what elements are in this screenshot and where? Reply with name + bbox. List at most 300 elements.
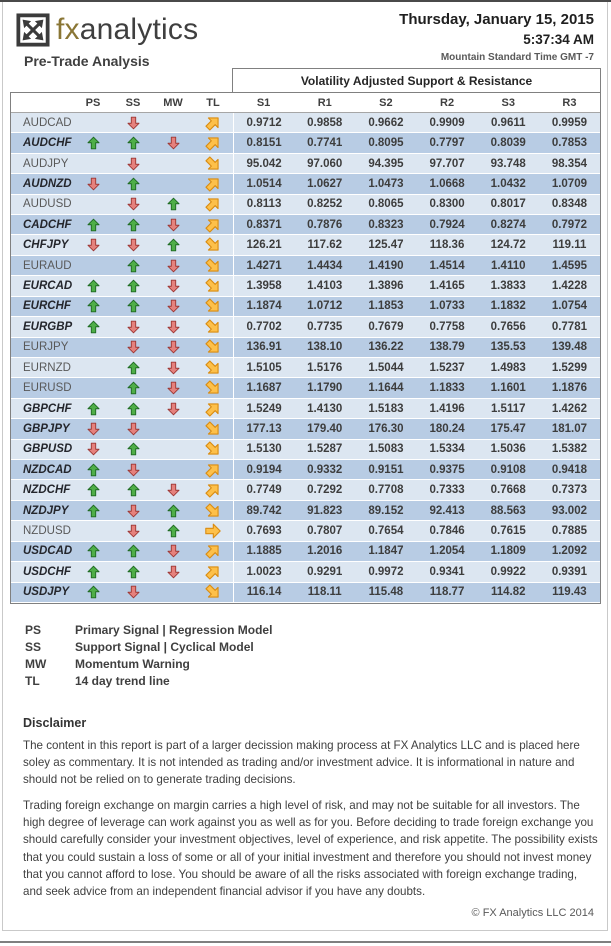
pair-row-NZDCAD	[11, 460, 600, 480]
r3-value: 1.2092	[551, 545, 587, 558]
ps-signal-cell	[73, 480, 113, 499]
pair-name: EURJPY	[23, 341, 69, 354]
pair-row-NZDUSD	[11, 521, 600, 541]
pair-row-EURAUD	[11, 256, 600, 276]
s3-value: 1.3833	[490, 280, 526, 293]
ss-signal-cell	[113, 440, 153, 459]
r1-value: 0.9858	[307, 116, 343, 129]
down-arrow-icon	[127, 115, 140, 131]
mw-signal-cell	[153, 542, 193, 561]
mw-signal-cell	[153, 440, 193, 459]
s1-value: 136.91	[233, 338, 294, 357]
r2-value: 0.7758	[429, 320, 465, 333]
ss-signal-cell	[113, 133, 153, 152]
r3-value: 0.7781	[551, 320, 587, 333]
down-arrow-icon	[127, 584, 140, 600]
col-header-r2: R2	[440, 96, 455, 109]
down-arrow-icon	[127, 462, 140, 478]
brand-logo	[16, 13, 198, 47]
r3-value: 1.0709	[551, 177, 587, 190]
trend-up-icon	[205, 196, 221, 212]
pair-name: GBPJPY	[23, 422, 70, 435]
ss-signal-cell	[113, 501, 153, 520]
pair-row-GBPCHF	[11, 399, 600, 419]
up-arrow-icon	[127, 401, 140, 417]
trend-up-icon	[205, 217, 221, 233]
r2-value: 0.8300	[429, 198, 465, 211]
s3-value: 0.9611	[490, 116, 526, 129]
ss-signal-cell	[113, 256, 153, 275]
r3-value: 0.9418	[551, 463, 587, 476]
s2-value: 0.9151	[368, 463, 404, 476]
r1-value: 0.7292	[307, 484, 343, 497]
tl-signal-cell	[193, 174, 233, 193]
ps-signal-cell	[73, 195, 113, 214]
legend-label: 14 day trend line	[75, 674, 170, 688]
pair-row-AUDJPY	[11, 154, 600, 174]
pair-name: AUDJPY	[23, 157, 69, 170]
tl-signal-cell	[193, 542, 233, 561]
r3-value: 119.11	[552, 239, 587, 252]
r2-value: 0.9909	[429, 116, 465, 129]
s2-value: 125.47	[368, 239, 404, 252]
s2-value: 115.48	[368, 586, 404, 599]
r3-value: 98.354	[551, 157, 587, 170]
down-arrow-icon	[87, 421, 100, 437]
trend-down-icon	[205, 421, 221, 437]
trend-down-icon	[205, 584, 221, 600]
pair-name: EURNZD	[23, 361, 71, 374]
s3-value: 88.563	[490, 504, 526, 517]
legend-key: TL	[25, 674, 40, 688]
ss-signal-cell	[113, 399, 153, 418]
up-arrow-icon	[87, 298, 100, 314]
col-header-ss: SS	[125, 96, 141, 109]
up-arrow-icon	[87, 135, 100, 151]
up-arrow-icon	[87, 584, 100, 600]
up-arrow-icon	[87, 482, 100, 498]
mw-signal-cell	[153, 154, 193, 173]
mw-signal-cell	[153, 521, 193, 540]
ps-signal-cell	[73, 235, 113, 254]
report-date: Thursday, January 15, 2015	[399, 11, 594, 28]
pair-row-EURGBP	[11, 317, 600, 337]
r1-value: 0.9291	[307, 565, 343, 578]
pair-row-NZDJPY	[11, 501, 600, 521]
disclaimer-paragraph: The content in this report is part of a larger decission making process at FX Analytics LLC and is placed here soley as commentary. It is not intended as trading and/or investment advice. It is informational in nature and should not be relied on to generate trading decisions.	[23, 739, 580, 787]
report-timezone: Mountain Standard Time GMT -7	[440, 52, 594, 63]
s2-value: 1.1644	[368, 382, 404, 395]
s1-value: 95.042	[233, 154, 294, 173]
r3-value: 181.07	[551, 422, 587, 435]
pair-row-EURUSD	[11, 378, 600, 398]
mw-signal-cell	[153, 174, 193, 193]
pair-row-AUDNZD	[11, 174, 600, 194]
trend-down-icon	[205, 237, 221, 253]
s1-value: 1.5130	[233, 440, 294, 459]
trend-down-icon	[205, 298, 221, 314]
ss-signal-cell	[113, 562, 153, 581]
r1-value: 0.7807	[307, 525, 343, 538]
s3-value: 0.7668	[490, 484, 526, 497]
ss-signal-cell	[113, 154, 153, 173]
tl-signal-cell	[193, 215, 233, 234]
down-arrow-icon	[167, 278, 180, 294]
up-arrow-icon	[87, 217, 100, 233]
report-subtitle: Pre-Trade Analysis	[24, 53, 150, 69]
trend-down-icon	[205, 360, 221, 376]
ps-signal-cell	[73, 297, 113, 316]
tl-signal-cell	[193, 399, 233, 418]
r2-value: 118.77	[429, 586, 465, 599]
trend-up-icon	[205, 564, 221, 580]
legend-key: PS	[25, 623, 42, 637]
r1-value: 138.10	[307, 341, 343, 354]
r3-value: 1.4595	[551, 259, 587, 272]
tl-signal-cell	[193, 583, 233, 602]
s2-value: 1.1847	[368, 545, 404, 558]
up-arrow-icon	[87, 543, 100, 559]
s2-value: 1.0473	[368, 177, 404, 190]
down-arrow-icon	[127, 196, 140, 212]
up-arrow-icon	[127, 217, 140, 233]
r2-value: 1.1833	[429, 382, 465, 395]
r1-value: 97.060	[307, 157, 343, 170]
r3-value: 1.1876	[551, 382, 587, 395]
r2-value: 180.24	[429, 422, 465, 435]
s1-value: 126.21	[233, 235, 294, 254]
up-arrow-icon	[127, 258, 140, 274]
up-arrow-icon	[87, 319, 100, 335]
r2-value: 0.9341	[429, 565, 465, 578]
pair-row-GBPJPY	[11, 419, 600, 439]
col-header-s3: S3	[501, 96, 515, 109]
tl-signal-cell	[193, 256, 233, 275]
brand-analytics: analytics	[79, 13, 199, 46]
trend-down-icon	[205, 156, 221, 172]
s3-value: 0.7656	[490, 320, 526, 333]
col-header-r1: R1	[317, 96, 332, 109]
tl-signal-cell	[193, 440, 233, 459]
down-arrow-icon	[167, 339, 180, 355]
up-arrow-icon	[167, 523, 180, 539]
ss-signal-cell	[113, 174, 153, 193]
legend-label: Primary Signal | Regression Model	[75, 623, 273, 637]
pair-row-EURCAD	[11, 276, 600, 296]
pair-name: AUDNZD	[23, 177, 72, 190]
s3-value: 0.8017	[490, 198, 526, 211]
r3-value: 0.7885	[551, 525, 587, 538]
ss-signal-cell	[113, 480, 153, 499]
up-arrow-icon	[127, 543, 140, 559]
s3-value: 1.0432	[490, 177, 526, 190]
s1-value: 1.1874	[233, 297, 294, 316]
trend-down-icon	[205, 319, 221, 335]
s1-value: 1.5249	[233, 399, 294, 418]
down-arrow-icon	[167, 217, 180, 233]
up-arrow-icon	[87, 278, 100, 294]
ps-signal-cell	[73, 521, 113, 540]
tl-signal-cell	[193, 358, 233, 377]
s1-value: 1.0023	[233, 562, 294, 581]
s1-value: 0.9194	[233, 460, 294, 479]
r2-value: 138.79	[429, 341, 465, 354]
down-arrow-icon	[167, 258, 180, 274]
up-arrow-icon	[87, 462, 100, 478]
pair-name: CHFJPY	[23, 239, 69, 252]
ps-signal-cell	[73, 542, 113, 561]
s2-value: 1.5183	[368, 402, 404, 415]
trend-down-icon	[205, 380, 221, 396]
pair-row-EURJPY	[11, 338, 600, 358]
s2-value: 1.3896	[368, 280, 404, 293]
pair-name: NZDJPY	[23, 504, 69, 517]
down-arrow-icon	[87, 176, 100, 192]
pair-name: NZDCAD	[23, 463, 72, 476]
pair-name: NZDUSD	[23, 525, 71, 538]
legend-label: Momentum Warning	[75, 657, 190, 671]
down-arrow-icon	[127, 339, 140, 355]
mw-signal-cell	[153, 501, 193, 520]
ss-signal-cell	[113, 378, 153, 397]
trend-up-icon	[205, 482, 221, 498]
r1-value: 0.9332	[307, 463, 343, 476]
r2-value: 92.413	[429, 504, 465, 517]
report-datetime	[399, 9, 594, 66]
pair-row-NZDCHF	[11, 480, 600, 500]
s1-value: 1.0514	[233, 174, 294, 193]
up-arrow-icon	[127, 380, 140, 396]
s2-value: 176.30	[368, 422, 404, 435]
s2-value: 0.8323	[368, 218, 404, 231]
signal-legend	[25, 622, 272, 690]
r3-value: 0.8348	[551, 198, 587, 211]
mw-signal-cell	[153, 215, 193, 234]
mw-signal-cell	[153, 113, 193, 132]
ss-signal-cell	[113, 583, 153, 602]
down-arrow-icon	[167, 319, 180, 335]
pair-row-AUDCAD	[11, 113, 600, 133]
mw-signal-cell	[153, 338, 193, 357]
s3-value: 175.47	[490, 422, 526, 435]
ps-signal-cell	[73, 276, 113, 295]
down-arrow-icon	[167, 380, 180, 396]
up-arrow-icon	[167, 196, 180, 212]
pair-name: USDCAD	[23, 545, 73, 558]
s2-value: 1.4190	[368, 259, 404, 272]
tl-signal-cell	[193, 562, 233, 581]
r1-value: 91.823	[307, 504, 343, 517]
s3-value: 135.53	[490, 341, 526, 354]
s3-value: 1.1832	[490, 300, 526, 313]
r3-value: 1.5382	[551, 443, 587, 456]
pair-name: EURUSD	[23, 382, 72, 395]
mw-signal-cell	[153, 235, 193, 254]
up-arrow-icon	[127, 298, 140, 314]
tl-signal-cell	[193, 521, 233, 540]
trend-up-icon	[205, 462, 221, 478]
r2-value: 1.4514	[429, 259, 465, 272]
up-arrow-icon	[127, 482, 140, 498]
r2-value: 1.4165	[429, 280, 465, 293]
s3-value: 1.5036	[490, 443, 526, 456]
pair-name: USDJPY	[23, 586, 70, 599]
r2-value: 0.7797	[429, 137, 465, 150]
s2-value: 94.395	[368, 157, 404, 170]
s1-value: 0.7702	[233, 317, 294, 336]
trend-down-icon	[205, 339, 221, 355]
col-header-mw: MW	[163, 96, 183, 109]
pair-name: NZDCHF	[23, 484, 71, 497]
ss-signal-cell	[113, 521, 153, 540]
s3-value: 93.748	[490, 157, 526, 170]
pair-name: EURCAD	[23, 280, 73, 293]
legend-row-tl	[25, 673, 272, 690]
legend-key: SS	[25, 640, 42, 654]
s1-value: 177.13	[233, 419, 294, 438]
r1-value: 0.7735	[307, 320, 343, 333]
s1-value: 0.9712	[233, 113, 294, 132]
s3-value: 0.7615	[490, 525, 526, 538]
r1-value: 1.2016	[307, 545, 343, 558]
r2-value: 0.7333	[429, 484, 465, 497]
ps-signal-cell	[73, 460, 113, 479]
r2-value: 118.36	[429, 239, 465, 252]
r3-value: 0.7853	[551, 137, 587, 150]
trend-down-icon	[205, 278, 221, 294]
r3-value: 139.48	[551, 341, 587, 354]
s2-value: 0.8095	[368, 137, 404, 150]
s1-value: 0.8151	[233, 133, 294, 152]
mw-signal-cell	[153, 317, 193, 336]
r2-value: 1.0668	[429, 177, 465, 190]
ps-signal-cell	[73, 133, 113, 152]
down-arrow-icon	[167, 360, 180, 376]
mw-signal-cell	[153, 419, 193, 438]
ss-signal-cell	[113, 419, 153, 438]
legend-row-mw	[25, 656, 272, 673]
mw-signal-cell	[153, 297, 193, 316]
r3-value: 1.4262	[551, 402, 587, 415]
s2-value: 0.7679	[368, 320, 404, 333]
tl-signal-cell	[193, 154, 233, 173]
col-header-ps: PS	[85, 96, 101, 109]
s2-value: 89.152	[368, 504, 404, 517]
s2-value: 0.9972	[368, 565, 404, 578]
r2-value: 1.0733	[429, 300, 465, 313]
disclaimer-paragraph: Trading foreign exchange on margin carries a high level of risk, and may not be suitable for all investors. The high degree of leverage can work against you as well as for you. Before deciding to trade foreign exchange you should carefully consider your investment objectives, level of experience, and risk appetite. The possibility exists that you could sustain a loss of some or all of your initial investment and therefore you should not invest money that you cannot afford to lose. You should be aware of all the risks associated with foreign exchange trading, and seek advice from an independent financial advisor if you have any doubts.	[23, 799, 598, 899]
report-time: 5:37:34 AM	[523, 32, 594, 47]
s2-value: 1.5044	[368, 361, 404, 374]
ss-signal-cell	[113, 297, 153, 316]
tl-signal-cell	[193, 113, 233, 132]
tl-signal-cell	[193, 460, 233, 479]
s3-value: 1.1809	[490, 545, 526, 558]
pair-name: EURAUD	[23, 259, 72, 272]
trend-up-icon	[205, 176, 221, 192]
tl-signal-cell	[193, 378, 233, 397]
trend-down-icon	[205, 503, 221, 519]
tl-signal-cell	[193, 195, 233, 214]
r1-value: 1.4103	[307, 280, 343, 293]
pair-name: GBPCHF	[23, 402, 72, 415]
r1-value: 1.4130	[307, 402, 343, 415]
tl-signal-cell	[193, 501, 233, 520]
ps-signal-cell	[73, 399, 113, 418]
pairs-table	[10, 92, 601, 604]
ps-signal-cell	[73, 113, 113, 132]
r1-value: 1.4434	[307, 259, 343, 272]
mw-signal-cell	[153, 358, 193, 377]
tl-signal-cell	[193, 480, 233, 499]
pair-row-USDJPY	[11, 583, 600, 603]
s2-value: 0.8065	[368, 198, 404, 211]
copyright: © FX Analytics LLC 2014	[471, 907, 594, 919]
down-arrow-icon	[127, 503, 140, 519]
legend-key: MW	[25, 657, 47, 671]
up-arrow-icon	[127, 176, 140, 192]
s1-value: 89.742	[233, 501, 294, 520]
s2-value: 1.5083	[368, 443, 404, 456]
ps-signal-cell	[73, 174, 113, 193]
s3-value: 1.5117	[490, 402, 526, 415]
ps-signal-cell	[73, 378, 113, 397]
s2-value: 0.9662	[368, 116, 404, 129]
trend-up-icon	[205, 135, 221, 151]
ss-signal-cell	[113, 358, 153, 377]
r2-value: 97.707	[429, 157, 465, 170]
ss-signal-cell	[113, 338, 153, 357]
down-arrow-icon	[167, 135, 180, 151]
up-arrow-icon	[127, 278, 140, 294]
r3-value: 0.7972	[551, 218, 587, 231]
mw-signal-cell	[153, 480, 193, 499]
ss-signal-cell	[113, 195, 153, 214]
ss-signal-cell	[113, 215, 153, 234]
ps-signal-cell	[73, 583, 113, 602]
pair-name: CADCHF	[23, 218, 72, 231]
r2-value: 0.9375	[429, 463, 465, 476]
pair-name: EURCHF	[23, 300, 71, 313]
s2-value: 1.1853	[368, 300, 404, 313]
down-arrow-icon	[167, 543, 180, 559]
pair-name: EURGBP	[23, 320, 73, 333]
ss-signal-cell	[113, 542, 153, 561]
tl-signal-cell	[193, 276, 233, 295]
pair-row-USDCAD	[11, 542, 600, 562]
r1-value: 117.62	[307, 239, 343, 252]
ps-signal-cell	[73, 562, 113, 581]
r3-value: 0.9959	[551, 116, 587, 129]
r1-value: 118.11	[307, 586, 342, 599]
ss-signal-cell	[113, 276, 153, 295]
up-arrow-icon	[127, 441, 140, 457]
col-header-s1: S1	[256, 96, 271, 109]
r3-value: 0.9391	[551, 565, 587, 578]
r1-value: 0.7876	[307, 218, 343, 231]
ps-signal-cell	[73, 419, 113, 438]
tl-signal-cell	[193, 297, 233, 316]
mw-signal-cell	[153, 378, 193, 397]
s1-value: 1.1885	[233, 542, 294, 561]
r2-value: 0.7924	[429, 218, 465, 231]
ps-signal-cell	[73, 215, 113, 234]
trend-up-icon	[205, 543, 221, 559]
r2-value: 1.2054	[429, 545, 465, 558]
brand-fx: fx	[56, 13, 80, 46]
ps-signal-cell	[73, 358, 113, 377]
col-header-s2: S2	[379, 96, 393, 109]
